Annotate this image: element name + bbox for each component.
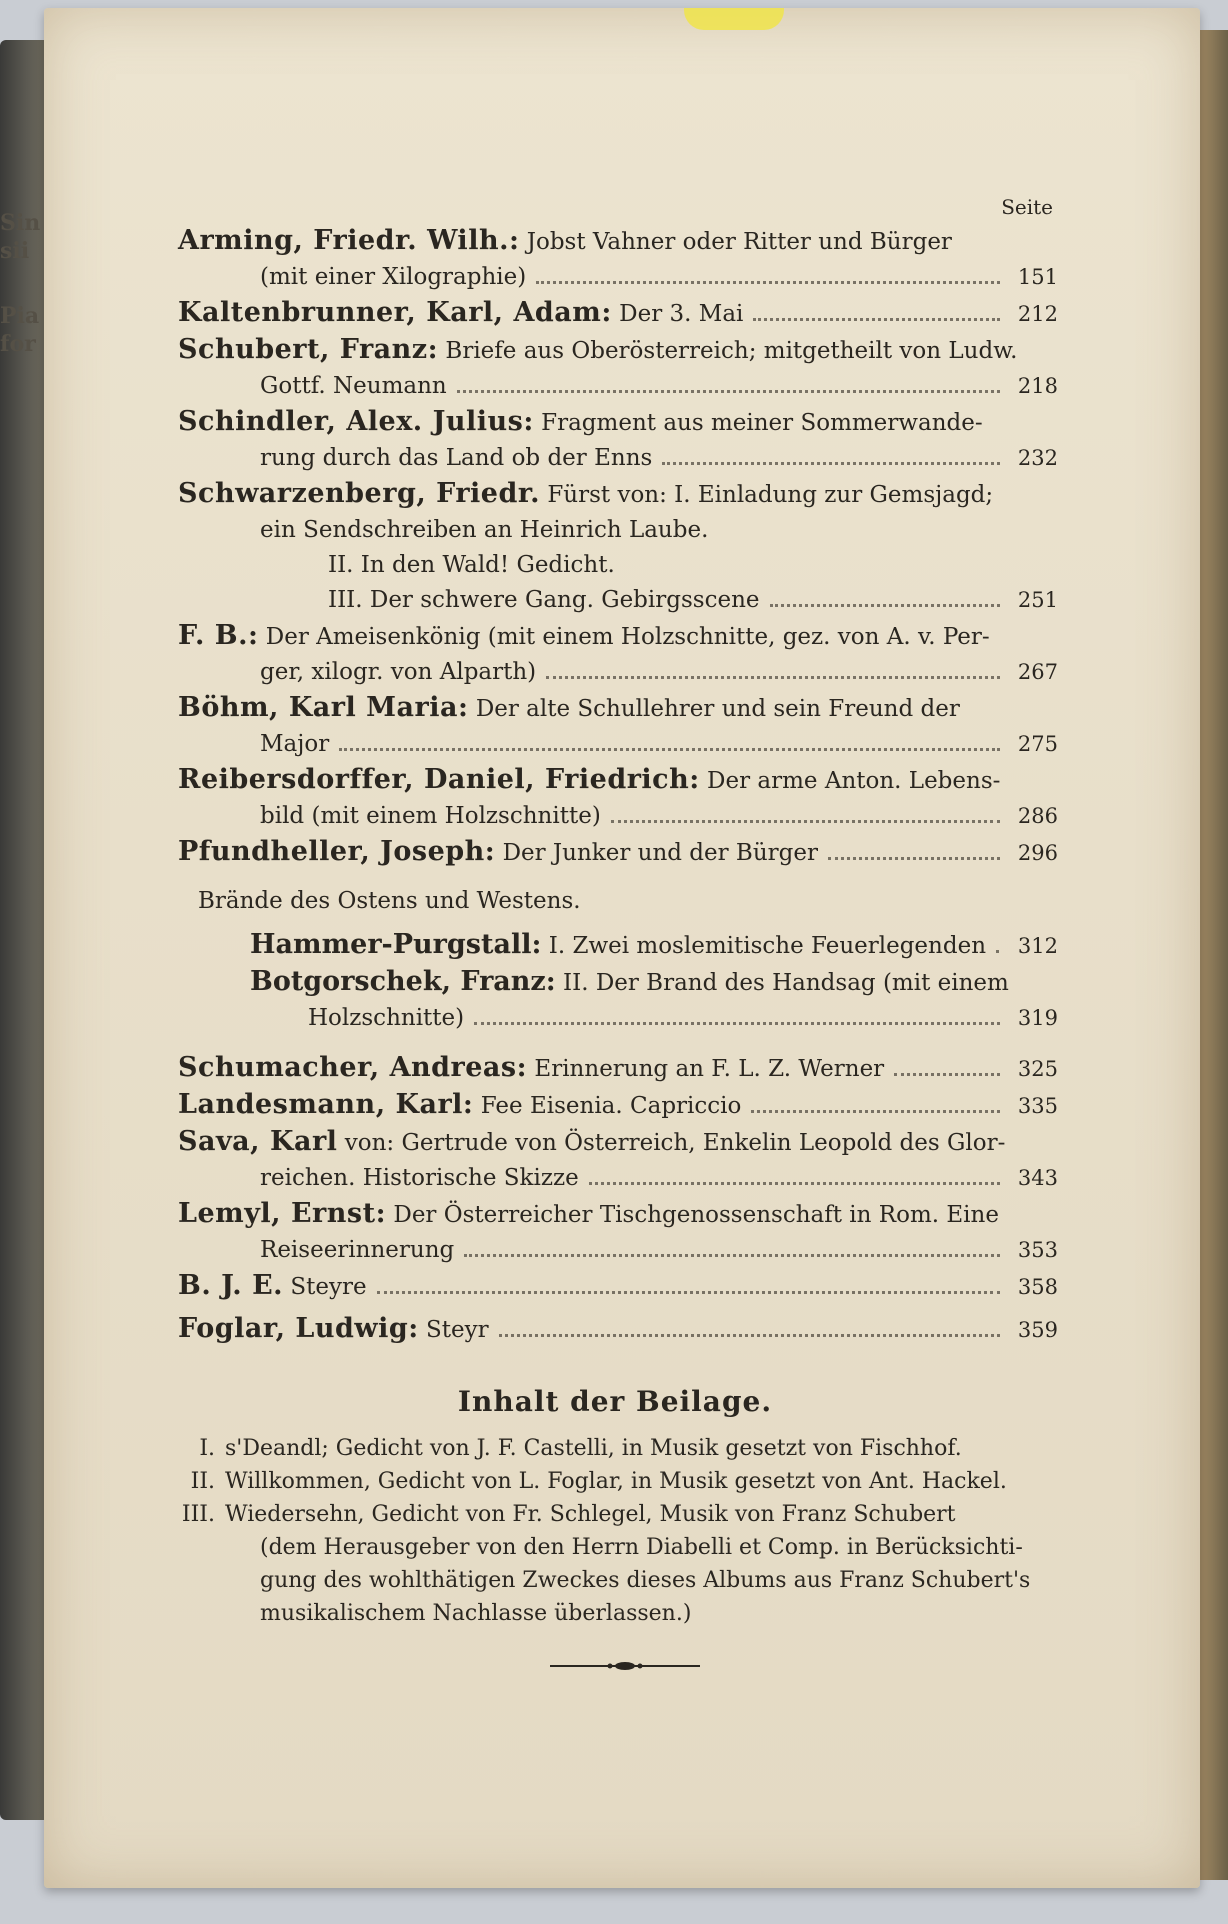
entry-author: F. B.: <box>178 620 259 651</box>
bleed-line: for <box>0 331 36 358</box>
beilage-cont: (dem Herausgeber von den Herrn Diabelli et Comp. in Berücksichti- <box>260 1535 1023 1560</box>
facing-page-bleed <box>0 210 44 360</box>
page-number: 218 <box>1017 374 1058 398</box>
beilage-text: s'Deandl; Gedicht von J. F. Castelli, in Musik gesetzt von Fischhof. <box>225 1436 962 1461</box>
beilage-num: III. <box>181 1502 215 1527</box>
beilage-text: Willkommen, Gedicht von L. Foglar, in Musik gesetzt von Ant. Hackel. <box>225 1469 1007 1494</box>
entry-author: Botgorschek, Franz: <box>250 966 556 997</box>
entry-title: Fürst von: I. Einladung zur Gemsjagd; <box>547 482 994 508</box>
entry-title-cont: (mit einer Xilographie) <box>260 264 527 290</box>
page-number: 212 <box>1017 302 1058 326</box>
table-of-contents <box>178 195 1058 1348</box>
page-number: 267 <box>1017 660 1058 684</box>
toc-entry <box>178 1124 1058 1196</box>
entry-author: Schumacher, Andreas: <box>178 1052 528 1083</box>
entry-title: Jobst Vahner oder Ritter und Bürger <box>526 229 952 255</box>
ornament-divider <box>550 1658 700 1674</box>
entry-sub-title: III. Der schwere Gang. Gebirgsscene <box>328 587 760 613</box>
entry-author: Schwarzenberg, Friedr. <box>178 478 541 509</box>
page-number: 353 <box>1017 1238 1058 1262</box>
entry-author: Schindler, Alex. Julius: <box>178 406 534 437</box>
page-number: 358 <box>1017 1275 1058 1299</box>
entry-title: Der Junker und der Bürger <box>502 840 818 866</box>
page-number: 343 <box>1017 1166 1058 1190</box>
toc-entry <box>178 1268 1058 1305</box>
entry-title-cont: Reiseerinnerung <box>260 1237 455 1263</box>
page-number: 335 <box>1017 1094 1058 1118</box>
beilage-item <box>175 1498 1055 1531</box>
entry-author: B. J. E. <box>178 1270 284 1301</box>
beilage-section <box>175 1385 1055 1630</box>
page-number: 325 <box>1017 1057 1058 1081</box>
entry-author: Landesmann, Karl: <box>178 1089 474 1120</box>
beilage-text: Wiedersehn, Gedicht von Fr. Schlegel, Musik von Franz Schubert <box>225 1502 956 1527</box>
bleed-line: sii <box>0 238 30 265</box>
toc-entry <box>178 927 1058 964</box>
page-number: 296 <box>1017 841 1058 865</box>
beilage-title: Inhalt der Beilage. <box>457 1385 773 1418</box>
entry-author: Pfundheller, Joseph: <box>178 836 496 867</box>
entry-title-cont: rung durch das Land ob der Enns <box>260 445 653 471</box>
toc-entry <box>178 332 1058 404</box>
toc-entry <box>178 404 1058 476</box>
entry-title: I. Zwei moslemitische Feuerlegenden <box>548 933 987 959</box>
entry-title: Fragment aus meiner Sommerwande- <box>541 410 983 436</box>
entry-author: Hammer-Purgstall: <box>250 929 542 960</box>
entry-title-cont: Major <box>260 731 330 757</box>
entry-title: Briefe aus Oberösterreich; mitgetheilt von Ludw. <box>445 338 1018 364</box>
beilage-cont: gung des wohlthätigen Zweckes dieses Albums aus Franz Schubert's <box>260 1568 1031 1593</box>
page-number: 319 <box>1017 1006 1058 1030</box>
toc-entry <box>178 1050 1058 1087</box>
entry-title-cont: ein Sendschreiben an Heinrich Laube. <box>260 517 709 543</box>
entry-author: Arming, Friedr. Wilh.: <box>178 225 520 256</box>
entry-author: Foglar, Ludwig: <box>178 1313 419 1344</box>
page-number: 275 <box>1017 732 1058 756</box>
entry-title: Der Österreicher Tischgenossenschaft in Rom. Eine <box>393 1202 999 1228</box>
toc-entry <box>178 964 1058 1036</box>
entry-title: Der Ameisenkönig (mit einem Holzschnitte, gez. von A. v. Per- <box>265 624 990 650</box>
beilage-num: I. <box>199 1436 215 1461</box>
entry-title: Steyre <box>290 1274 367 1300</box>
entry-author: Lemyl, Ernst: <box>178 1198 387 1229</box>
entry-author: Schubert, Franz: <box>178 334 439 365</box>
entry-title-cont: Gottf. Neumann <box>260 373 447 399</box>
page-number: 251 <box>1017 588 1058 612</box>
page-number: 286 <box>1017 804 1058 828</box>
entry-author: Sava, Karl <box>178 1126 338 1157</box>
entry-title-cont: Holzschnitte) <box>308 1005 465 1031</box>
toc-entry <box>178 834 1058 871</box>
entry-title-cont: ger, xilogr. von Alparth) <box>260 659 537 685</box>
entry-title: Der arme Anton. Lebens- <box>707 768 1001 794</box>
entry-title: Fee Eisenia. Capriccio <box>480 1093 742 1119</box>
entry-author: Reibersdorffer, Daniel, Friedrich: <box>178 764 700 795</box>
entry-title-cont: reichen. Historische Skizze <box>260 1165 579 1191</box>
entry-sub-title: II. In den Wald! Gedicht. <box>328 552 615 578</box>
bleed-line: Sin <box>0 210 41 236</box>
toc-entry <box>178 1311 1058 1348</box>
entry-author: Böhm, Karl Maria: <box>178 692 469 723</box>
page-number: 359 <box>1017 1318 1058 1342</box>
entry-title: Erinnerung an F. L. Z. Werner <box>534 1056 885 1082</box>
toc-entry <box>178 762 1058 834</box>
beilage-cont: musikalischem Nachlasse überlassen.) <box>260 1601 692 1626</box>
toc-entry <box>178 1196 1058 1268</box>
yellow-stain <box>684 8 784 30</box>
toc-entry <box>178 1087 1058 1124</box>
toc-entry <box>178 295 1058 332</box>
entry-title-cont: bild (mit einem Holzschnitte) <box>260 803 601 829</box>
bleed-line: Pia <box>0 302 40 329</box>
entry-title: Steyr <box>426 1317 489 1343</box>
entry-title: Der alte Schullehrer und sein Freund der <box>475 696 960 722</box>
toc-entry <box>178 223 1058 295</box>
entry-title: Der 3. Mai <box>619 301 744 327</box>
page-number: 151 <box>1017 265 1058 289</box>
beilage-item <box>175 1465 1055 1498</box>
page-number: 312 <box>1017 934 1058 958</box>
beilage-num: II. <box>190 1469 215 1494</box>
toc-entry <box>178 476 1058 618</box>
toc-entry <box>178 618 1058 690</box>
entry-author: Kaltenbrunner, Karl, Adam: <box>178 297 612 328</box>
beilage-item <box>175 1432 1055 1465</box>
page-number: 232 <box>1017 446 1058 470</box>
toc-entry <box>178 690 1058 762</box>
page-column-label: Seite <box>1001 195 1053 219</box>
entry-title: II. Der Brand des Handsag (mit einem <box>563 970 1009 996</box>
section-heading: Brände des Ostens und Westens. <box>198 888 581 914</box>
entry-title: von: Gertrude von Österreich, Enkelin Leopold des Glor- <box>344 1130 1006 1156</box>
